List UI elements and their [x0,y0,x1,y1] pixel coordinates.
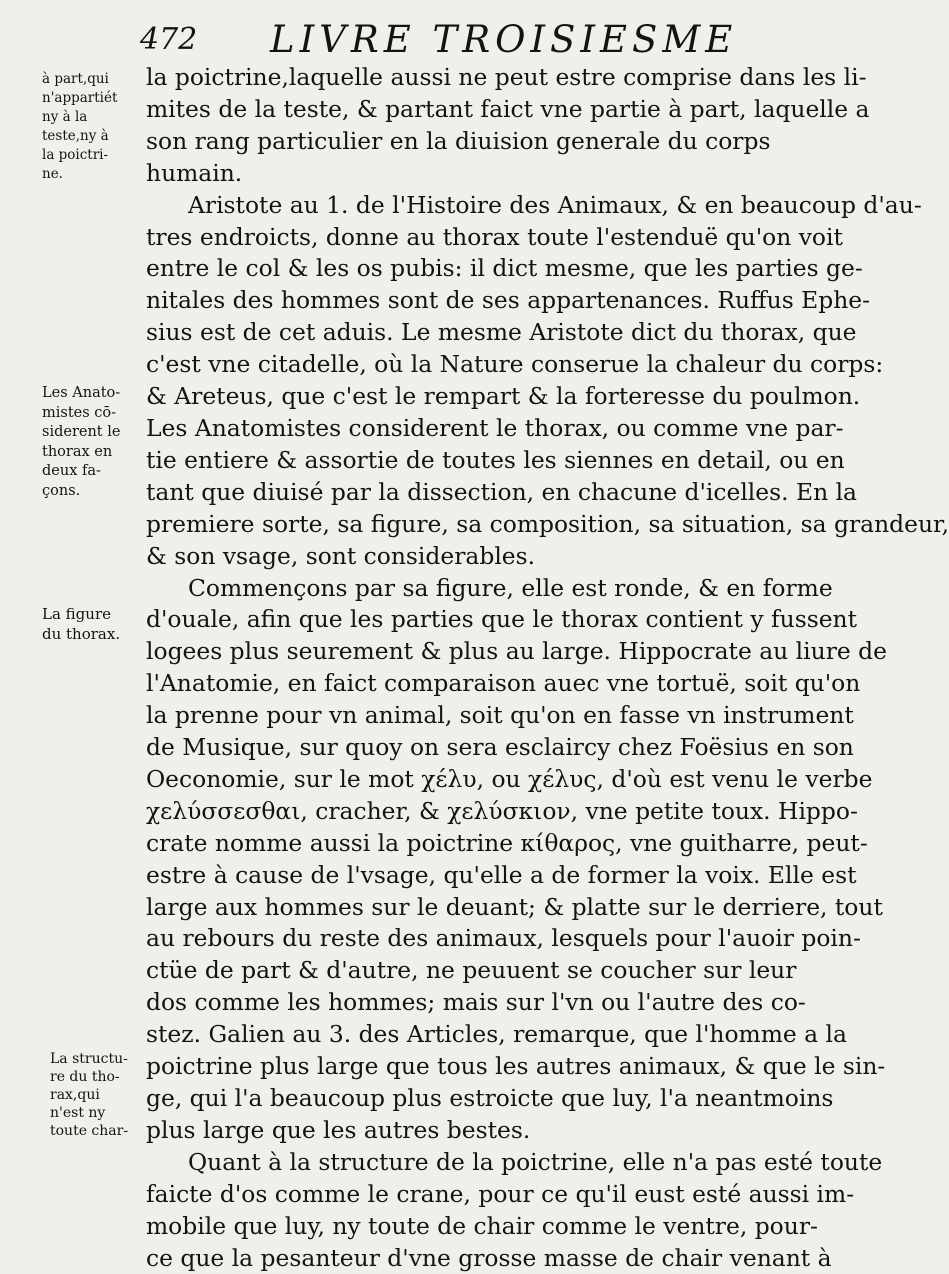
text-line: sius est de cet aduis. Le mesme Aristote dict du thorax, que [146,318,857,347]
margin-note [50,1050,150,1140]
text-line: tres endroicts, donne au thorax toute l'estenduë qu'on voit [146,222,843,251]
text-line: la prenne pour vn animal, soit qu'on en fasse vn instrument [146,701,854,730]
body-text [146,62,949,1274]
text-line: stez. Galien au 3. des Articles, remarque, que l'homme a la [146,1020,847,1049]
text-line: logees plus seurement & plus au large. Hippocrate au liure de [146,637,887,666]
text-line: Les Anatomistes considerent le thorax, ou comme vne par- [146,413,844,442]
text-line: nitales des hommes sont de ses appartenances. Ruffus Ephe- [146,286,871,315]
margin-note-line: la poictri- [42,147,109,163]
margin-note [42,604,142,644]
text-line: large aux hommes sur le deuant; & platte sur le derriere, tout [146,892,883,921]
margin-note-line: ne. [42,166,63,182]
text-line: & son vsage, sont considerables. [146,541,536,570]
margin-note-line: toute char- [50,1123,129,1139]
margin-note-line: La structu- [50,1051,128,1067]
page-number: 472 [140,22,198,57]
margin-note-line: thorax en [42,443,113,460]
text-line: ctüe de part & d'autre, ne peuuent se coucher sur leur [146,956,797,985]
margin-note-line: ny à la [42,109,88,125]
text-line: plus large que les autres bestes. [146,1115,531,1144]
text-line: d'ouale, afin que les parties que le thorax contient y fussent [146,605,858,634]
margin-note-line: rax,qui [50,1087,100,1103]
running-title: LIVRE TROISIESME [270,18,738,61]
text-line: ce que la pesanteur d'vne grosse masse de chair venant à [146,1243,832,1272]
text-line: estre à cause de l'vsage, qu'elle a de former la voix. Elle est [146,860,857,889]
text-line: son rang particulier en la diuision generale du corps [146,126,771,155]
text-line: mites de la teste, & partant faict vne partie à part, laquelle a [146,94,870,123]
margin-note-line: çons. [42,482,81,499]
text-line: crate nomme aussi la poictrine κίθαρος, vne guitharre, peut- [146,828,868,857]
margin-note-line: re du tho- [50,1069,120,1085]
text-line: humain. [146,158,243,187]
text-line: c'est vne citadelle, où la Nature conserue la chaleur du corps: [146,350,884,379]
margin-note-line: teste,ny à [42,128,109,144]
margin-note-line: siderent le [42,424,121,440]
text-line: mobile que luy, ny toute de chair comme le ventre, pour- [146,1211,818,1240]
text-line: l'Anatomie, en faict comparaison auec vne tortuë, soit qu'on [146,669,861,698]
text-line: Commençons par sa figure, elle est ronde, & en forme [188,573,833,602]
margin-note-line: du thorax. [42,625,121,643]
text-line: entre le col & les os pubis: il dict mesme, que les parties ge- [146,254,863,283]
text-line: faicte d'os comme le crane, pour ce qu'il eust esté aussi im- [146,1179,855,1208]
margin-note-line: n'appartiét [42,90,118,106]
text-line: au rebours du reste des animaux, lesquels pour l'auoir poin- [146,924,861,953]
text-line: poictrine plus large que tous les autres animaux, & que le sin- [146,1052,886,1081]
margin-note [42,70,142,184]
text-line: Aristote au 1. de l'Histoire des Animaux, & en beaucoup d'au- [188,190,922,219]
margin-note-line: n'est ny [50,1105,106,1121]
text-line: & Areteus, que c'est le rempart & la forteresse du poulmon. [146,382,861,411]
text-line: χελύσσεσθαι, cracher, & χελύσκιον, vne petite toux. Hippo- [146,796,858,825]
page-header [140,14,760,64]
text-line: Quant à la structure de la poictrine, elle n'a pas esté toute [188,1147,883,1176]
text-line: tant que diuisé par la dissection, en chacune d'icelles. En la [146,477,858,506]
text-line: dos comme les hommes; mais sur l'vn ou l'autre des co- [146,988,806,1017]
text-line: la poictrine,laquelle aussi ne peut estre comprise dans les li- [146,63,867,91]
margin-note-line: à part,qui [42,71,109,87]
text-line: Oeconomie, sur le mot χέλυ, ou χέλυς, d'où est venu le verbe [146,764,873,793]
text-line: tie entiere & assortie de toutes les siennes en detail, ou en [146,445,845,474]
margin-note-line: La figure [42,605,111,623]
margin-note-line: Les Anato- [42,385,121,401]
text-line: premiere sorte, sa figure, sa composition, sa situation, sa grandeur, [146,509,949,538]
margin-note [42,384,142,501]
margin-note-line: mistes cō- [42,404,117,421]
text-line: ge, qui l'a beaucoup plus estroicte que luy, l'a neantmoins [146,1084,834,1112]
text-line: de Musique, sur quoy on sera esclaircy chez Foësius en son [146,733,854,762]
margin-note-line: deux fa- [42,463,101,479]
